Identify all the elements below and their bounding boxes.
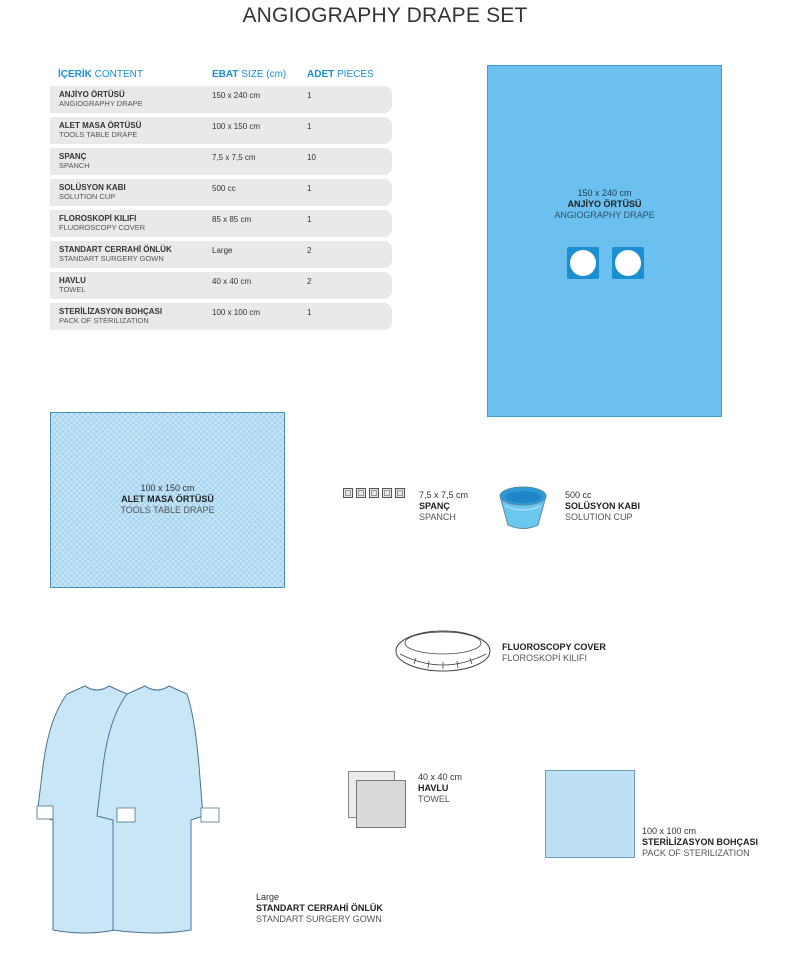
product-size: 40 x 40 cm [418, 772, 463, 782]
product-name-en: FLUOROSCOPY COVER [502, 642, 606, 652]
product-name-tr: STERİLİZASYON BOHÇASI [642, 837, 759, 847]
sterilization-pack-illustration [545, 770, 635, 858]
angiography-drape-label [488, 188, 721, 221]
product-name-tr: ANJİYO ÖRTÜSÜ [567, 199, 642, 209]
contents-table [50, 66, 392, 334]
header-pieces: ADET PIECES [307, 69, 374, 80]
product-name-tr: HAVLU [418, 783, 449, 793]
surgery-gown-label [256, 892, 383, 925]
product-name-en: TOWEL [418, 794, 450, 804]
access-port-icon [612, 247, 644, 279]
item-name-en: TOOLS TABLE DRAPE [59, 130, 138, 139]
product-name-tr: STANDART CERRAHİ ÖNLÜK [256, 903, 383, 913]
towel-front-icon [356, 780, 406, 828]
product-size: 100 x 150 cm [140, 483, 195, 493]
product-name-en: ANGIOGRAPHY DRAPE [554, 210, 655, 220]
product-name-en: TOOLS TABLE DRAPE [120, 505, 215, 515]
table-row [50, 241, 392, 268]
item-name-tr: SOLÜSYON KABI [59, 183, 126, 192]
item-pieces: 2 [307, 246, 312, 255]
product-name-en: SPANCH [419, 512, 456, 522]
item-pieces: 1 [307, 308, 312, 317]
spanch-square-icon [382, 488, 392, 498]
surgery-gown-icon [35, 678, 250, 940]
item-size: 7,5 x 7,5 cm [212, 153, 256, 162]
item-name-en: FLUOROSCOPY COVER [59, 223, 146, 232]
fluoroscopy-cover-icon [394, 624, 492, 680]
product-size: 150 x 240 cm [577, 188, 632, 198]
product-name-tr: SOLÜSYON KABI [565, 501, 641, 511]
access-port-icon [567, 247, 599, 279]
spanch-square-icon [356, 488, 366, 498]
item-name-en: PACK OF STERILIZATION [59, 316, 149, 325]
item-pieces: 1 [307, 122, 312, 131]
item-name-tr: FLOROSKOPİ KILIFI [59, 214, 137, 223]
item-pieces: 1 [307, 215, 312, 224]
item-size: 85 x 85 cm [212, 215, 252, 224]
item-size: 150 x 240 cm [212, 91, 261, 100]
item-size: 40 x 40 cm [212, 277, 252, 286]
table-row [50, 117, 392, 144]
item-name-tr: HAVLU [59, 276, 86, 285]
spanch-square-icon [395, 488, 405, 498]
fluoroscopy-cover-label [502, 642, 606, 664]
item-name-en: STANDART SURGERY GOWN [59, 254, 164, 263]
product-name-en: SOLUTION CUP [565, 512, 633, 522]
table-row [50, 303, 392, 330]
item-name-tr: STANDART CERRAHİ ÖNLÜK [59, 245, 172, 254]
item-name-tr: SPANÇ [59, 152, 87, 161]
item-pieces: 1 [307, 184, 312, 193]
table-row [50, 179, 392, 206]
solution-cup-label [565, 490, 640, 523]
product-name-tr: ALET MASA ÖRTÜSÜ [121, 494, 214, 504]
product-name-tr: SPANÇ [419, 501, 450, 511]
product-name-en: STANDART SURGERY GOWN [256, 914, 382, 924]
item-name-tr: STERİLİZASYON BOHÇASI [59, 307, 163, 316]
spanch-square-icon [369, 488, 379, 498]
product-size: Large [256, 892, 280, 902]
product-size: 7,5 x 7,5 cm [419, 490, 469, 500]
product-size: 500 cc [565, 490, 592, 500]
item-size: 100 x 100 cm [212, 308, 261, 317]
table-row [50, 210, 392, 237]
header-content: İÇERİK CONTENT [58, 69, 144, 80]
item-name-tr: ALET MASA ÖRTÜSÜ [59, 121, 142, 130]
header-size: EBAT SIZE (cm) [212, 69, 287, 80]
item-name-en: SPANCH [59, 161, 90, 170]
table-row [50, 148, 392, 175]
item-name-en: ANGIOGRAPHY DRAPE [59, 99, 143, 108]
table-row [50, 272, 392, 299]
table-row [50, 86, 392, 113]
solution-cup-icon [496, 484, 550, 534]
item-name-en: SOLUTION CUP [59, 192, 116, 201]
item-size: Large [212, 246, 233, 255]
item-size: 500 cc [212, 184, 236, 193]
tools-table-drape-illustration [50, 412, 285, 588]
towel-label [418, 772, 462, 805]
item-size: 100 x 150 cm [212, 122, 261, 131]
item-name-tr: ANJİYO ÖRTÜSÜ [59, 90, 125, 99]
item-pieces: 2 [307, 277, 312, 286]
item-pieces: 1 [307, 91, 312, 100]
item-pieces: 10 [307, 153, 316, 162]
sterilization-pack-label [642, 826, 758, 859]
angiography-drape-illustration [487, 65, 722, 417]
item-name-en: TOWEL [59, 285, 86, 294]
product-name-tr: FLOROSKOPİ KILIFI [502, 653, 588, 663]
spanch-square-icon [343, 488, 353, 498]
page-title: ANGIOGRAPHY DRAPE SET [242, 4, 528, 27]
product-name-en: PACK OF STERILIZATION [642, 848, 750, 858]
table-header [50, 66, 392, 86]
tools-table-drape-label [51, 483, 284, 516]
spanch-label [419, 490, 468, 523]
product-size: 100 x 100 cm [642, 826, 697, 836]
